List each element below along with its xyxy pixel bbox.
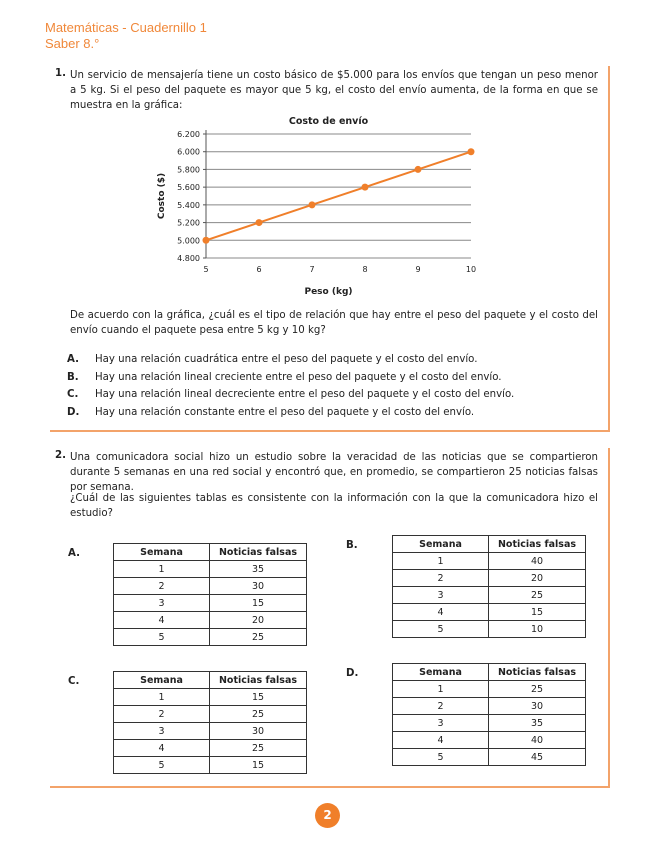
cell-semana: 2 <box>393 698 489 715</box>
cell-semana: 5 <box>393 621 489 638</box>
cell-noticias: 45 <box>489 749 586 766</box>
x-tick-label: 9 <box>415 265 421 274</box>
question-prompt: Un servicio de mensajería tiene un costo básico de $5.000 para los envíos que tengan un peso menor a 5 kg. Si el peso del paquete es mayor que 5 kg, el costo del envío aumenta, de la forma en que se muestra en la gráfica: <box>70 70 598 111</box>
table-option-b <box>392 535 586 638</box>
cell-semana: 1 <box>393 553 489 570</box>
table-row <box>393 621 586 638</box>
x-tick-label: 7 <box>309 265 315 274</box>
cell-noticias: 25 <box>210 740 307 757</box>
table-header-row <box>393 536 586 553</box>
cell-noticias: 40 <box>489 553 586 570</box>
header-semana: Semana <box>393 536 489 553</box>
x-axis-title: Peso (kg) <box>304 287 353 297</box>
cell-semana: 2 <box>393 570 489 587</box>
table-row <box>393 698 586 715</box>
question-text: ¿Cuál de las siguientes tablas es consistente con la información con la que la comunicadora hizo el estudio? <box>70 493 598 519</box>
cell-semana: 2 <box>114 706 210 723</box>
option-c[interactable] <box>67 387 607 402</box>
cell-semana: 3 <box>114 723 210 740</box>
cell-semana: 1 <box>114 561 210 578</box>
cell-semana: 4 <box>393 604 489 621</box>
option-letter: B. <box>67 371 79 383</box>
y-tick-label: 4.800 <box>177 254 200 263</box>
cell-semana: 4 <box>393 732 489 749</box>
cell-noticias: 35 <box>489 715 586 732</box>
data-point <box>256 219 263 226</box>
chart-title: Costo de envío <box>288 116 369 127</box>
y-axis-title: Costo ($) <box>157 172 167 220</box>
data-point <box>415 166 422 173</box>
table-label[interactable]: A. <box>68 548 80 559</box>
table-option-d <box>392 663 586 766</box>
table-row <box>114 740 307 757</box>
y-tick-label: 5.000 <box>177 236 200 246</box>
table-row <box>393 553 586 570</box>
question-number: 2. <box>55 450 66 461</box>
table-row <box>393 681 586 698</box>
cell-semana: 4 <box>114 612 210 629</box>
y-tick-label: 5.200 <box>177 218 200 228</box>
question-2 <box>50 448 610 788</box>
table-row <box>114 723 307 740</box>
cell-noticias: 35 <box>210 561 307 578</box>
table-header-row <box>114 672 307 689</box>
line-chart <box>140 110 490 310</box>
table-row <box>114 561 307 578</box>
data-point <box>309 201 316 208</box>
cell-noticias: 40 <box>489 732 586 749</box>
cell-semana: 3 <box>114 595 210 612</box>
page-number: 2 <box>315 803 340 828</box>
table-row <box>114 629 307 646</box>
option-d[interactable] <box>67 405 607 420</box>
cell-semana: 3 <box>393 587 489 604</box>
cell-noticias: 15 <box>210 757 307 774</box>
table-row <box>114 595 307 612</box>
table-row <box>393 749 586 766</box>
table-row <box>393 732 586 749</box>
cell-semana: 1 <box>114 689 210 706</box>
table-row <box>114 578 307 595</box>
cell-noticias: 25 <box>489 681 586 698</box>
y-tick-label: 6.200 <box>177 130 200 139</box>
option-letter: D. <box>67 406 80 418</box>
x-tick-label: 5 <box>203 265 209 274</box>
option-text: Hay una relación lineal decreciente entre el peso del paquete y el costo del envío. <box>95 389 515 400</box>
table-row <box>114 706 307 723</box>
table-row <box>114 612 307 629</box>
table-row <box>393 715 586 732</box>
option-text: Hay una relación constante entre el peso del paquete y el costo del envío. <box>95 406 475 418</box>
cell-noticias: 25 <box>210 706 307 723</box>
cell-semana: 3 <box>393 715 489 732</box>
table-row <box>114 757 307 774</box>
cell-noticias: 30 <box>210 723 307 740</box>
cell-noticias: 10 <box>489 621 586 638</box>
y-tick-label: 5.800 <box>177 165 200 175</box>
cell-noticias: 25 <box>210 629 307 646</box>
header-noticias: Noticias falsas <box>489 536 586 553</box>
table-header-row <box>114 544 307 561</box>
table-label[interactable]: C. <box>68 676 80 687</box>
series-line <box>206 152 471 241</box>
header-noticias: Noticias falsas <box>489 664 586 681</box>
cell-semana: 5 <box>114 757 210 774</box>
table-option-a <box>113 543 307 646</box>
option-a[interactable] <box>67 352 607 367</box>
table-option-c <box>113 671 307 774</box>
option-text: Hay una relación cuadrática entre el peso del paquete y el costo del envío. <box>95 354 478 365</box>
x-tick-label: 10 <box>465 265 477 274</box>
data-point <box>468 148 475 155</box>
cell-noticias: 20 <box>210 612 307 629</box>
question-1 <box>50 66 610 432</box>
cell-noticias: 15 <box>489 604 586 621</box>
y-tick-label: 5.600 <box>177 183 200 193</box>
question-number: 1. <box>55 68 66 79</box>
cell-noticias: 30 <box>489 698 586 715</box>
question-text: De acuerdo con la gráfica, ¿cuál es el tipo de relación que hay entre el peso del paquete y el costo del envío cuando el paquete pesa entre 5 kg y 10 kg? <box>70 310 598 336</box>
table-row <box>114 689 307 706</box>
data-point <box>362 184 369 191</box>
table-row <box>393 587 586 604</box>
data-point <box>203 237 210 244</box>
y-tick-label: 5.400 <box>177 200 200 210</box>
option-letter: C. <box>67 389 79 400</box>
header-noticias: Noticias falsas <box>210 544 307 561</box>
cell-noticias: 15 <box>210 689 307 706</box>
table-row <box>393 570 586 587</box>
header-grade: Saber 8.° <box>45 36 100 51</box>
option-letter: A. <box>67 354 79 365</box>
header-subject: Matemáticas - Cuadernillo 1 <box>45 20 207 35</box>
header-noticias: Noticias falsas <box>210 672 307 689</box>
option-b[interactable] <box>67 370 607 385</box>
cell-semana: 1 <box>393 681 489 698</box>
cell-semana: 5 <box>393 749 489 766</box>
table-label[interactable]: D. <box>346 668 359 679</box>
cell-noticias: 20 <box>489 570 586 587</box>
header-semana: Semana <box>114 672 210 689</box>
x-tick-label: 6 <box>256 265 262 274</box>
cell-noticias: 25 <box>489 587 586 604</box>
cell-semana: 4 <box>114 740 210 757</box>
x-tick-label: 8 <box>362 265 368 274</box>
question-prompt: Una comunicadora social hizo un estudio sobre la veracidad de las noticias que se compartieron durante 5 semanas en una red social y encontró que, en promedio, se compartieron 25 noticias falsas por semana. <box>70 452 598 493</box>
y-tick-label: 6.000 <box>177 147 200 157</box>
header-semana: Semana <box>393 664 489 681</box>
table-header-row <box>393 664 586 681</box>
cell-noticias: 15 <box>210 595 307 612</box>
cell-semana: 5 <box>114 629 210 646</box>
table-label[interactable]: B. <box>346 540 358 551</box>
cell-noticias: 30 <box>210 578 307 595</box>
option-text: Hay una relación lineal creciente entre el peso del paquete y el costo del envío. <box>95 371 502 383</box>
table-row <box>393 604 586 621</box>
header-semana: Semana <box>114 544 210 561</box>
cell-semana: 2 <box>114 578 210 595</box>
